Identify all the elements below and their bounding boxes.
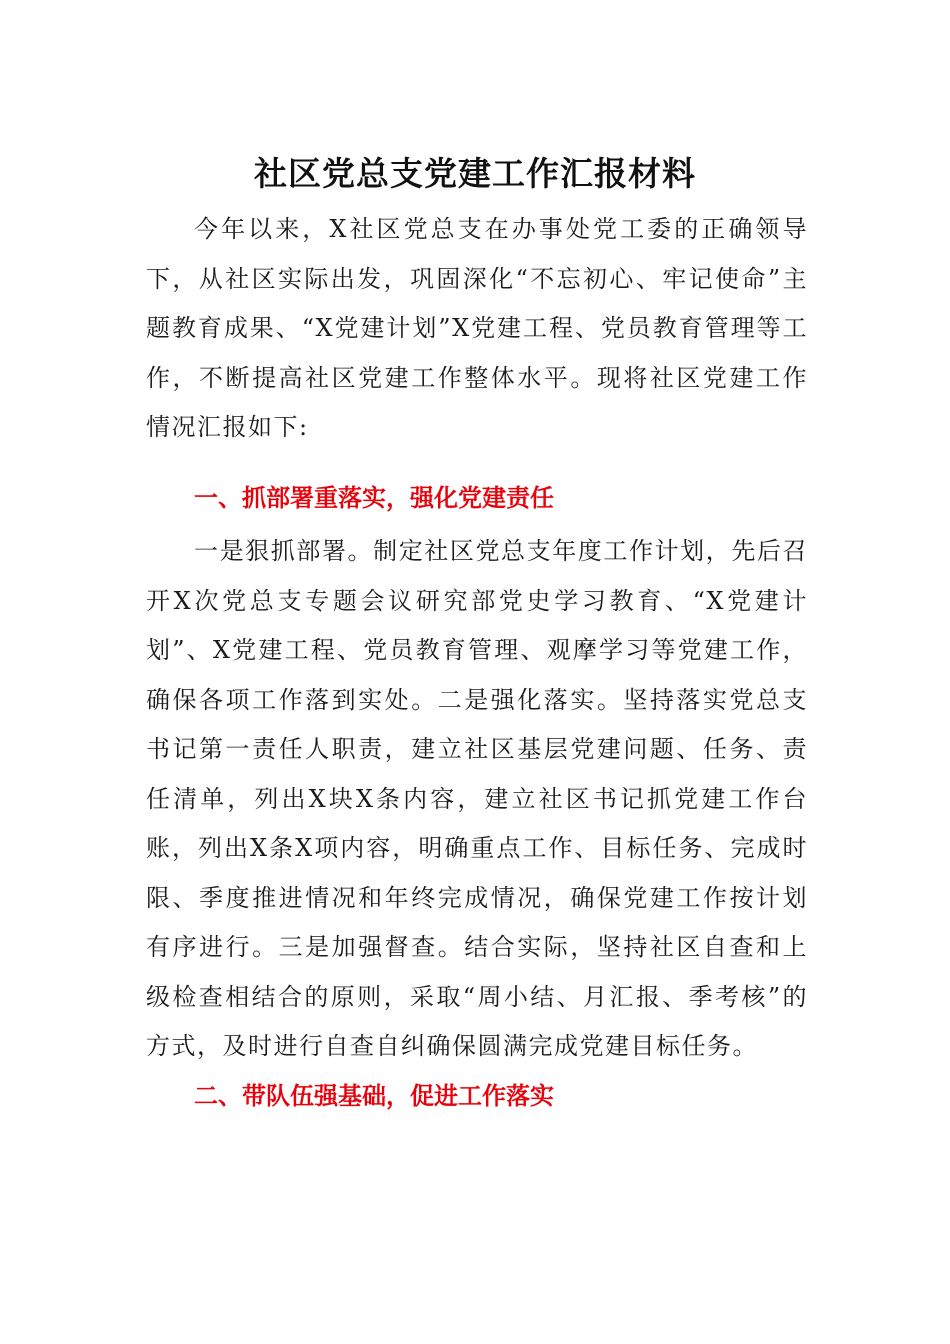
section-1-paragraph: 一是狠抓部署。制定社区党总支年度工作计划，先后召开X次党总支专题会议研究部党史学习教育、“X党建计划”、X党建工程、党员教育管理、观摩学习等党建工作，确保各项工作落到实处。二是强化落实。坚持落实党总支书记第一责任人职责，建立社区基层党建问题、任务、责任清单，列出X块X条内容，建立社区书记抓党建工作台账，列出X条X项内容，明确重点工作、目标任务、完成时限、季度推进情况和年终完成情况，确保党建工作按计划有序进行。三是加强督查。结合实际，坚持社区自查和上级检查相结合的原则，采取“周小结、月汇报、季考核”的方式，及时进行自查自纠确保圆满完成党建目标任务。 xyxy=(146,537,808,1060)
section-heading-2: 二、带队伍强基础，促进工作落实 xyxy=(194,1082,554,1110)
document-title: 社区党总支党建工作汇报材料 xyxy=(254,154,696,193)
section-heading-1: 一、抓部署重落实，强化党建责任 xyxy=(194,484,554,512)
intro-paragraph: 今年以来，X社区党总支在办事处党工委的正确领导下，从社区实际出发，巩固深化“不忘初心、牢记使命”主题教育成果、“X党建计划”X党建工程、党员教育管理等工作，不断提高社区党建工作整体水平。现将社区党建工作情况汇报如下: xyxy=(146,215,808,441)
